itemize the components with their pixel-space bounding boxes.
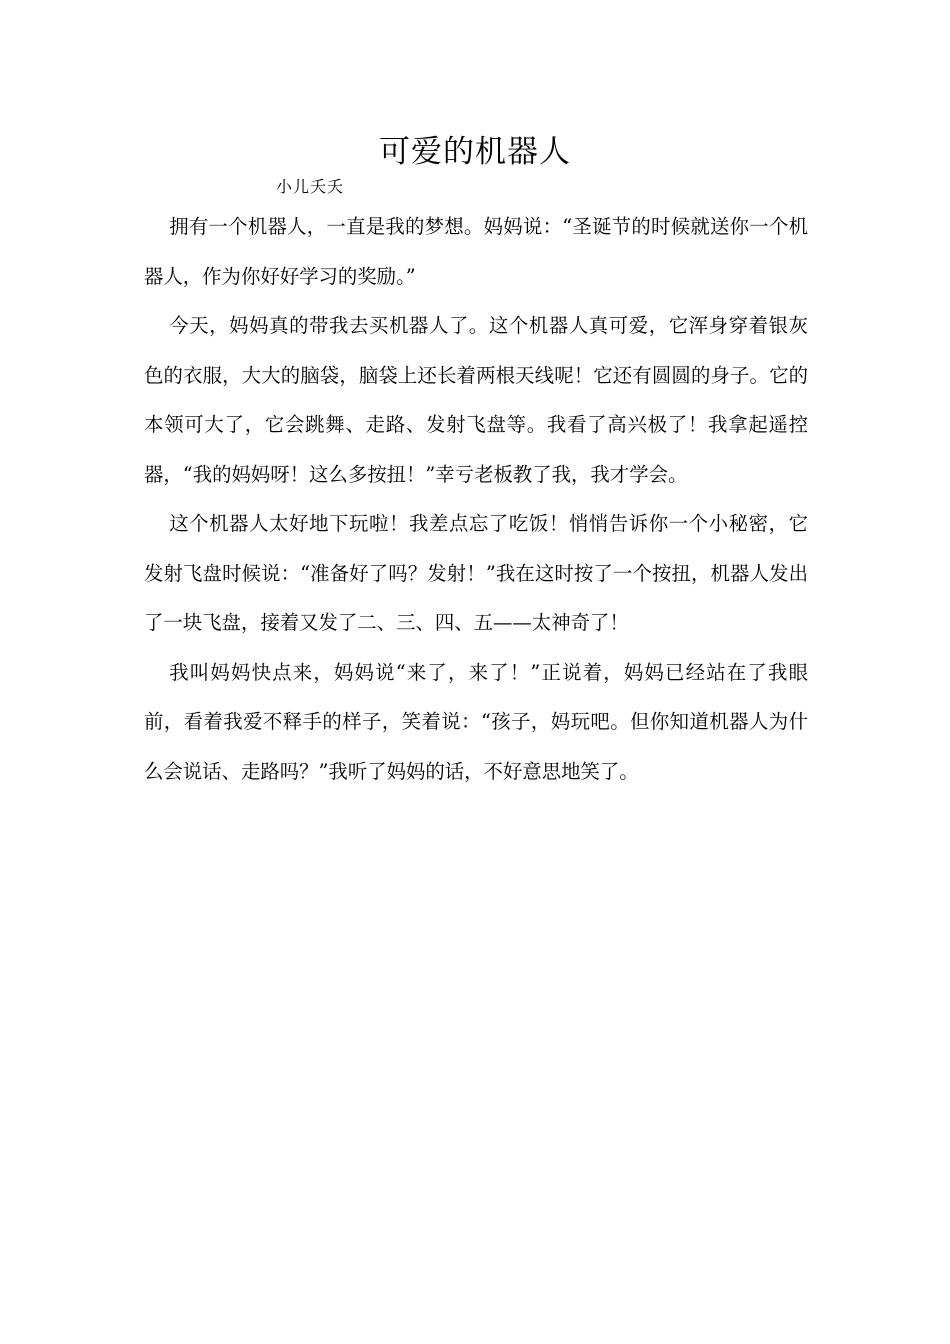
paragraph-1: 拥有一个机器人，一直是我的梦想。妈妈说：“圣诞节的时候就送你一个机器人，作为你好好学习的奖励。”: [144, 215, 808, 288]
paragraph-3: 这个机器人太好地下玩啦！我差点忘了吃饭！悄悄告诉你一个小秘密，它发射飞盘时候说：“准备好了吗？发射！”我在这时按了一个按扭，机器人发出了一块飞盘，接着又发了二、三、四、五——太神奇了！: [144, 512, 808, 634]
paragraph-2: 今天，妈妈真的带我去买机器人了。这个机器人真可爱，它浑身穿着银灰色的衣服，大大的脑袋，脑袋上还长着两根天线呢！它还有圆圆的身子。它的本领可大了，它会跳舞、走路、发射飞盘等。我看了高兴极了！我拿起遥控器，“我的妈妈呀！这么多按扭！”幸亏老板教了我，我才学会。: [144, 314, 808, 486]
article-body: [144, 202, 808, 796]
author-name: 小儿夭夭: [276, 177, 345, 196]
paragraph-4: 我叫妈妈快点来，妈妈说“来了，来了！”正说着，妈妈已经站在了我眼前，看着我爱不释手的样子，笑着说：“孩子，妈玩吧。但你知道机器人为什么会说话、走路吗？”我听了妈妈的话，不好意思地笑了。: [144, 660, 808, 783]
document-title: 可爱的机器人: [379, 134, 571, 170]
